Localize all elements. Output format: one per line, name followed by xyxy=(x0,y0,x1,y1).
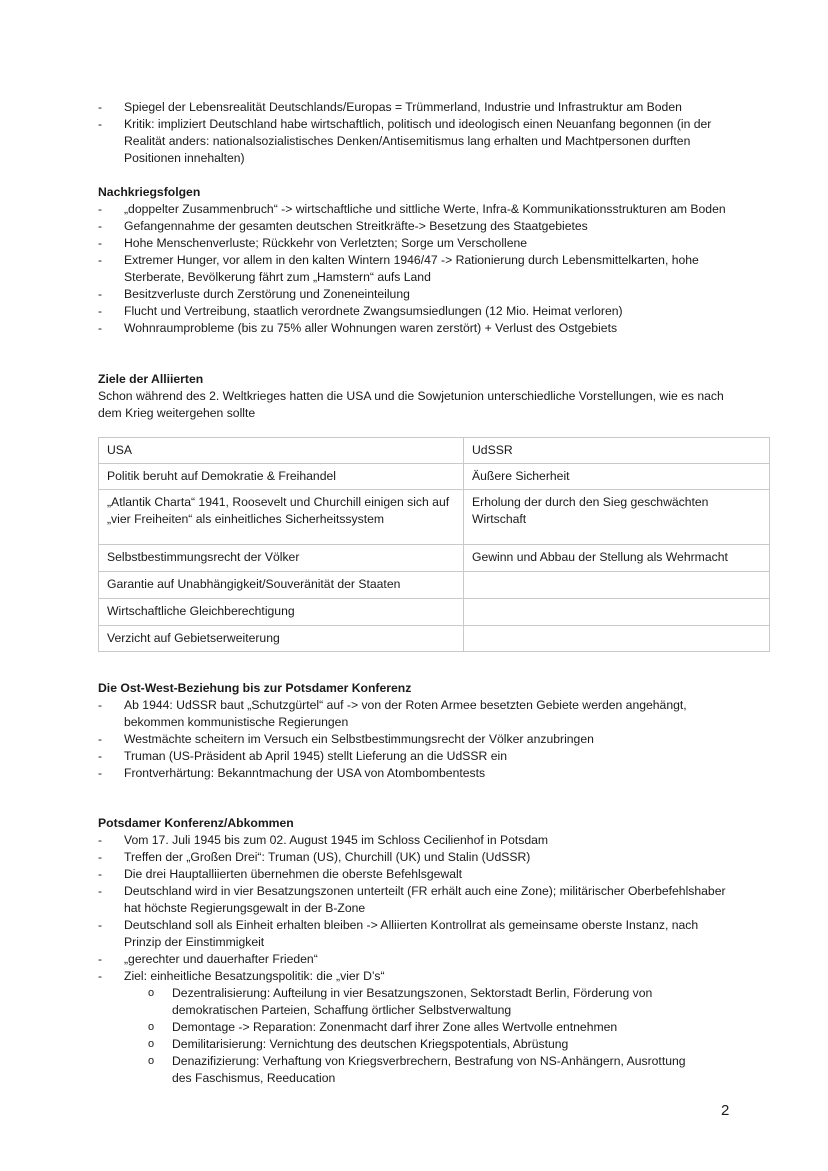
list-item-text: Ziel: einheitliche Besatzungspolitik: die „vier D’s“ xyxy=(124,969,385,983)
table-cell: Erholung der durch den Sieg geschwächten Wirtschaft xyxy=(464,490,770,545)
table-row xyxy=(99,464,770,490)
nachkriegsfolgen-section xyxy=(98,184,738,337)
table-cell: Gewinn und Abbau der Stellung als Wehrmacht xyxy=(464,545,770,572)
table-cell: Selbstbestimmungsrecht der Völker xyxy=(99,545,464,572)
list-item: - Kritik: impliziert Deutschland habe wirtschaftlich, politisch und ideologisch einen Neuanfang begonnen (in der Realität anders: nationalsozialistisches Denken/Antisemitismus lang erhalten und Machtpersonen durften Positionen innehalten) xyxy=(98,116,738,167)
section-heading: Die Ost-West-Beziehung bis zur Potsdamer Konferenz xyxy=(98,681,412,695)
list-item: - Flucht und Vertreibung, staatlich verordnete Zwangsumsiedlungen (12 Mio. Heimat verloren) xyxy=(98,303,738,320)
table-header-cell: UdSSR xyxy=(464,438,770,464)
sub-list-item: o Demilitarisierung: Vernichtung des deutschen Kriegspotentials, Abrüstung xyxy=(146,1036,706,1053)
section-heading: Ziele der Alliierten xyxy=(98,372,204,386)
table-cell xyxy=(464,572,770,599)
nachkriegsfolgen-list xyxy=(98,201,738,337)
section-heading: Nachkriegsfolgen xyxy=(98,185,201,199)
list-item: - Hohe Menschenverluste; Rückkehr von Verletzten; Sorge um Verschollene xyxy=(98,235,738,252)
intro-list xyxy=(98,99,738,167)
table-row xyxy=(99,572,770,599)
sub-list-item: o Dezentralisierung: Aufteilung in vier Besatzungszonen, Sektorstadt Berlin, Förderung von demokratischen Parteien, Schaffung örtlicher Selbstverwaltung xyxy=(146,985,706,1019)
page-number: 2 xyxy=(721,1102,730,1119)
list-item: - „doppelter Zusammenbruch“ -> wirtschaftliche und sittliche Werte, Infra-& Kommunikationsstrukturen am Boden xyxy=(98,201,738,218)
list-item: - Ab 1944: UdSSR baut „Schutzgürtel“ auf -> von der Roten Armee besetzten Gebiete werden angehängt, bekommen kommunistische Regierungen xyxy=(98,697,738,731)
list-item: - Wohnraumprobleme (bis zu 75% aller Wohnungen waren zerstört) + Verlust des Ostgebiets xyxy=(98,320,738,337)
sub-list-item: o Demontage -> Reparation: Zonenmacht darf ihrer Zone alles Wertvolle entnehmen xyxy=(146,1019,706,1036)
ostwest-section xyxy=(98,680,738,782)
table-cell: Garantie auf Unabhängigkeit/Souveränität der Staaten xyxy=(99,572,464,599)
list-item: - Gefangennahme der gesamten deutschen Streitkräfte-> Besetzung des Staatgebietes xyxy=(98,218,738,235)
table-header-cell: USA xyxy=(99,438,464,464)
sub-list-item: o Denazifizierung: Verhaftung von Kriegsverbrechern, Bestrafung von NS-Anhängern, Ausrottung des Faschismus, Reeducation xyxy=(146,1053,706,1087)
table-row xyxy=(99,626,770,652)
table-cell: Verzicht auf Gebietserweiterung xyxy=(99,626,464,652)
potsdam-sublist xyxy=(98,985,706,1087)
potsdam-section xyxy=(98,815,738,1087)
list-item: - „gerechter und dauerhafter Frieden“ xyxy=(98,951,738,968)
table-cell: Wirtschaftliche Gleichberechtigung xyxy=(99,599,464,626)
list-item: - Extremer Hunger, vor allem in den kalten Wintern 1946/47 -> Rationierung durch Lebensmittelkarten, hohe Sterberate, Bevölkerung fährt zum „Hamstern“ aufs Land xyxy=(98,252,738,286)
list-item: - Die drei Hauptalliierten übernehmen die oberste Befehlsgewalt xyxy=(98,866,738,883)
list-item: - Besitzverluste durch Zerstörung und Zoneneinteilung xyxy=(98,286,738,303)
list-item: - Truman (US-Präsident ab April 1945) stellt Lieferung an die UdSSR ein xyxy=(98,748,738,765)
list-item: - Deutschland wird in vier Besatzungszonen unterteilt (FR erhält auch eine Zone); militärischer Oberbefehlshaber hat höchste Regierungsgewalt in der B-Zone xyxy=(98,883,738,917)
comparison-table xyxy=(98,437,770,652)
list-item: - Vom 17. Juli 1945 bis zum 02. August 1945 im Schloss Cecilienhof in Potsdam xyxy=(98,832,738,849)
list-item xyxy=(98,968,738,985)
intro-section xyxy=(98,99,738,167)
list-item: - Treffen der „Großen Drei“: Truman (US), Churchill (UK) und Stalin (UdSSR) xyxy=(98,849,738,866)
table-row xyxy=(99,490,770,545)
list-item: - Spiegel der Lebensrealität Deutschlands/Europas = Trümmerland, Industrie und Infrastruktur am Boden xyxy=(98,99,738,116)
table-cell: Äußere Sicherheit xyxy=(464,464,770,490)
list-item: - Frontverhärtung: Bekanntmachung der USA von Atombombentests xyxy=(98,765,738,782)
list-item: - Deutschland soll als Einheit erhalten bleiben -> Alliierten Kontrollrat als gemeinsame oberste Instanz, nach Prinzip der Einstimmigkeit xyxy=(98,917,738,951)
table-cell: „Atlantik Charta“ 1941, Roosevelt und Churchill einigen sich auf „vier Freiheiten“ als einheitliches Sicherheitssystem xyxy=(99,490,464,545)
ziele-section xyxy=(98,371,738,422)
list-item: - Westmächte scheitern im Versuch ein Selbstbestimmungsrecht der Völker anzubringen xyxy=(98,731,738,748)
table-cell xyxy=(464,599,770,626)
table-cell: Politik beruht auf Demokratie & Freihandel xyxy=(99,464,464,490)
table-cell xyxy=(464,626,770,652)
section-intro: Schon während des 2. Weltkrieges hatten die USA und die Sowjetunion unterschiedliche Vorstellungen, wie es nach dem Krieg weitergehen sollte xyxy=(98,389,724,420)
section-heading: Potsdamer Konferenz/Abkommen xyxy=(98,816,294,830)
table-row xyxy=(99,599,770,626)
table-header-row xyxy=(99,438,770,464)
table-row xyxy=(99,545,770,572)
ostwest-list xyxy=(98,697,738,782)
potsdam-list xyxy=(98,832,738,985)
